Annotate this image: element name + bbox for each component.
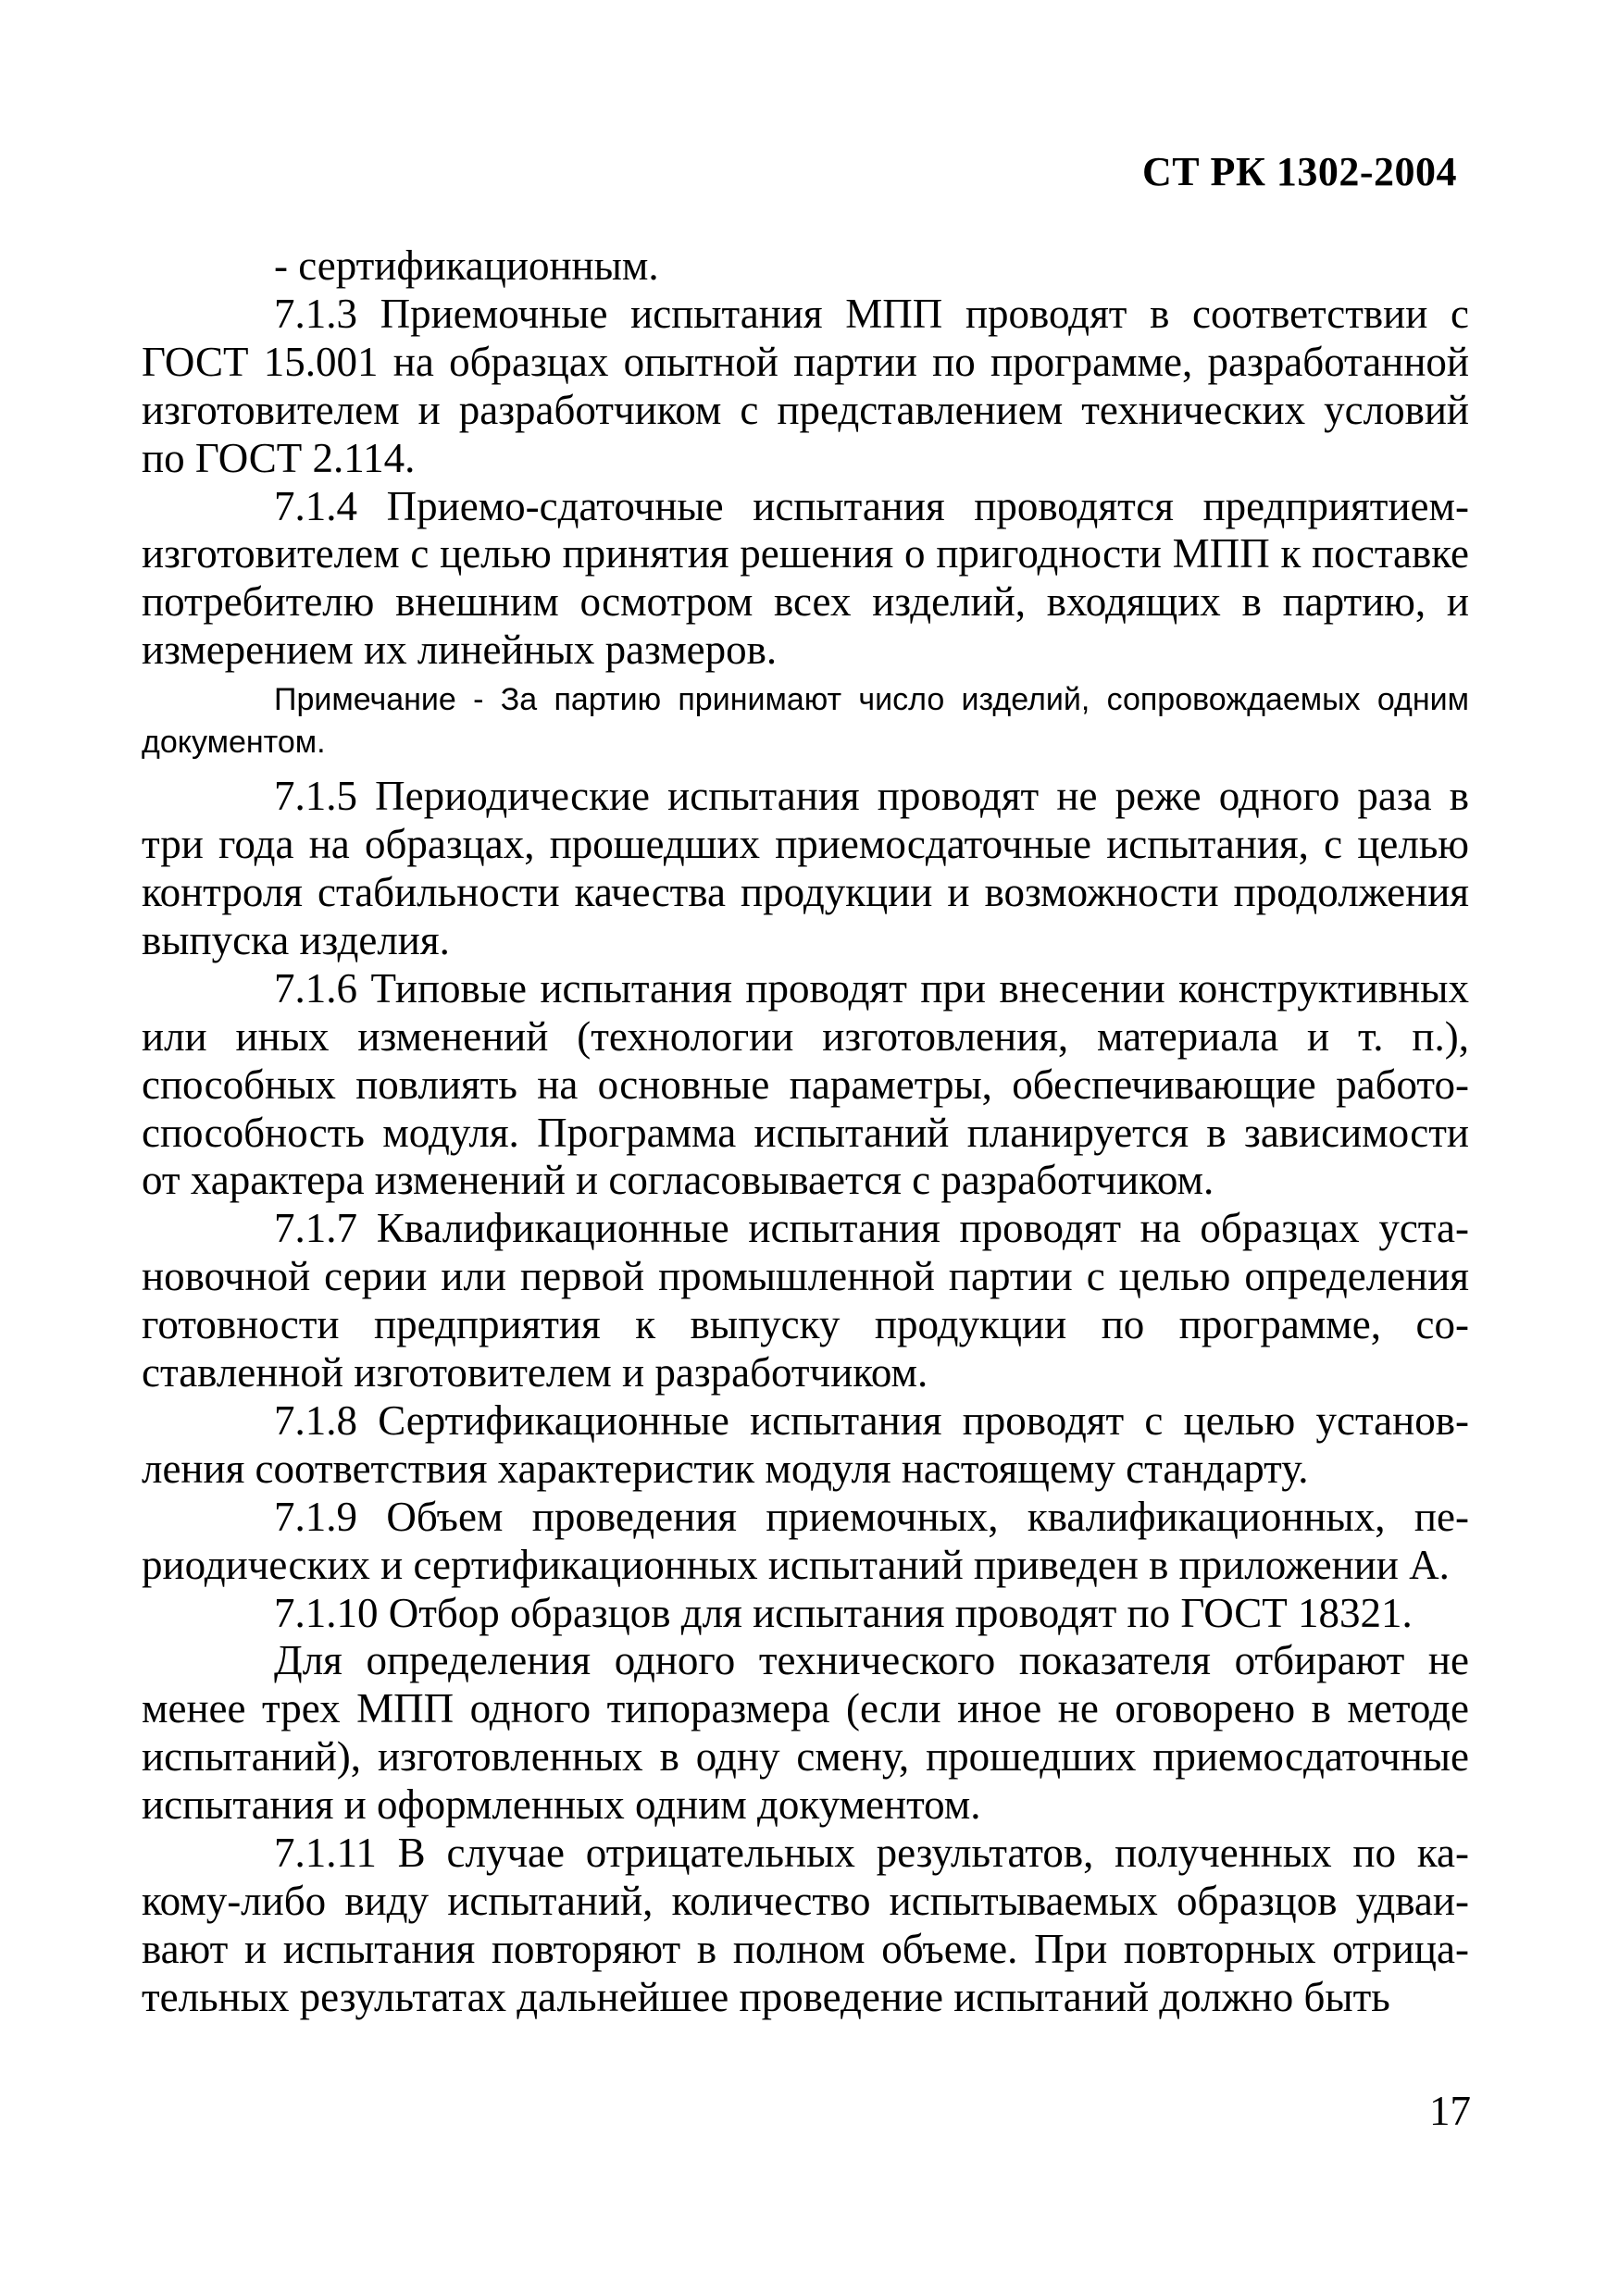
paragraph-7-1-7: 7.1.7 Квалификационные испытания проводят на образцах установочной серии или первой промышленной партии с целью определения готовности предприятия к выпуску продукции по программе, составленной изготовителем и разработчиком. xyxy=(142,1205,1469,1396)
paragraph-list-item-end: - сертификационным. xyxy=(274,242,659,289)
paragraph-sampling: Для определения одного технического показателя отбирают не менее трех МПП одного типоразмера (если иное не оговорено в методе испытаний), изготовленных в одну смену, прошедших приемосдаточные испытания и оформленных одним документом. xyxy=(142,1637,1469,1829)
paragraph-7-1-6: 7.1.6 Типовые испытания проводят при внесении конструктивных или иных изменений (технологии изготовления, материала и т. п.), способных повлиять на основные параметры, обеспечивающие работоспособность модуля. Программа испытаний планируется в зависимости от характера изменений и согласовывается с разработчиком. xyxy=(142,964,1469,1204)
paragraph-7-1-9: 7.1.9 Объем проведения приемочных, квалификационных, периодических и сертификационных испытаний приведен в приложении А. xyxy=(142,1493,1469,1588)
paragraph-7-1-5: 7.1.5 Периодические испытания проводят не реже одного раза в три года на образцах, прошедших приемосдаточные испытания, с целью контроля стабильности качества продукции и возможности продолжения выпуска изделия. xyxy=(142,773,1469,963)
paragraph-7-1-11: 7.1.11 В случае отрицательных результатов, полученных по какому-либо виду испытаний, количество испытываемых образцов удваивают и испытания повторяют в полном объеме. При повторных отрицательных результатах дальнейшее проведение испытаний должно быть xyxy=(142,1830,1469,2020)
page-number: 17 xyxy=(1429,2088,1471,2134)
paragraph-7-1-10: 7.1.10 Отбор образцов для испытания проводят по ГОСТ 18321. xyxy=(274,1589,1413,1636)
paragraph-7-1-8: 7.1.8 Сертификационные испытания проводят с целью установления соответствия характеристик модуля настоящему стандарту. xyxy=(142,1396,1469,1492)
note-paragraph: Примечание - За партию принимают число изделий, сопровождаемых одним документом. xyxy=(142,682,1469,761)
paragraph-7-1-4: 7.1.4 Приемо-сдаточные испытания проводятся предприятием-изготовителем с целью принятия решения о пригодности МПП к поставке потребителю внешним осмотром всех изделий, входящих в партию, и измерением их линейных размеров. xyxy=(142,482,1469,674)
body-text xyxy=(142,242,1469,2022)
paragraph-7-1-3: 7.1.3 Приемочные испытания МПП проводят в соответствии с ГОСТ 15.001 на образцах опытной партии по программе, разработанной изготовителем и разработчиком с представлением технических условий по ГОСТ 2.114. xyxy=(142,290,1469,481)
standard-header: СТ РК 1302-2004 xyxy=(1141,149,1457,194)
